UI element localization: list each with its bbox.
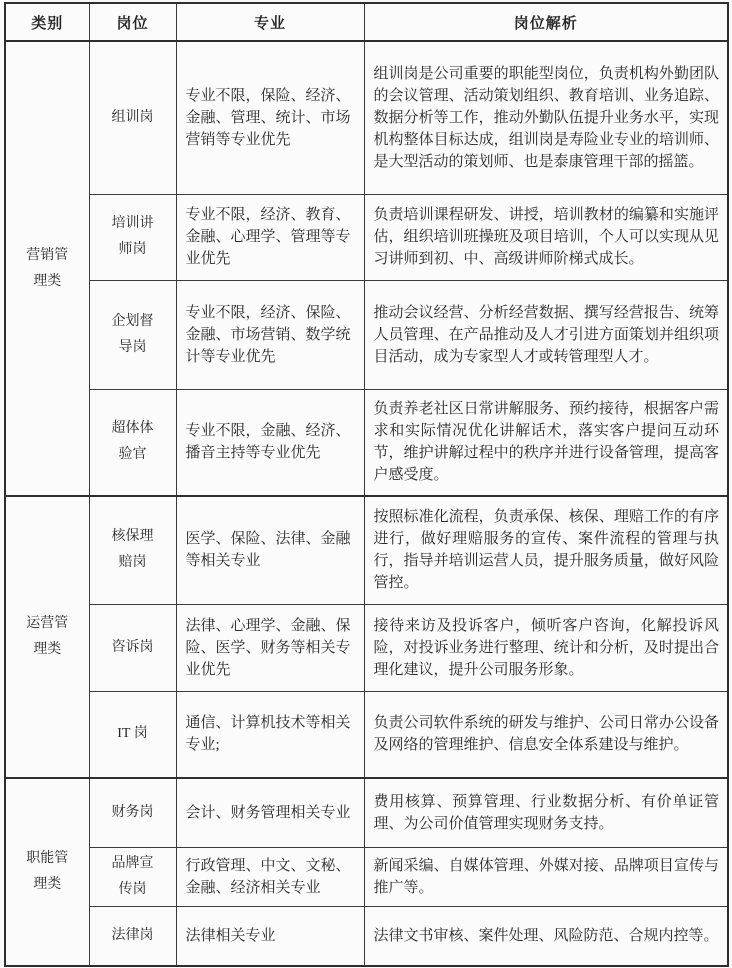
category-cell-marketing	[5, 41, 89, 496]
major-cell: 专业不限，保险、经济、金融、管理、统计、市场营销等专业优先	[176, 41, 364, 194]
position-cell	[89, 280, 176, 389]
position-cell	[89, 906, 176, 966]
table-row	[5, 41, 728, 194]
position-label: 法律岗	[111, 927, 154, 943]
category-label: 营销管理类	[26, 247, 69, 289]
analysis-cell: 接待来访及投诉客户，倾听客户咨询，化解投诉风险，对投诉业务进行整理、统计和分析，及时提出合理化建议，提升公司服务形象。	[364, 604, 728, 691]
header-row	[5, 3, 728, 41]
table-row	[5, 691, 728, 778]
category-cell-functional	[5, 778, 89, 966]
analysis-cell: 费用核算、预算管理、行业数据分析、有价单证管理、为公司价值管理实现财务支持。	[364, 778, 728, 847]
position-cell	[89, 778, 176, 847]
major-cell: 医学、保险、法律、金融等相关专业	[176, 496, 364, 604]
position-label: 培训讲师岗	[111, 216, 154, 257]
position-cell	[89, 194, 176, 280]
analysis-cell: 负责公司软件系统的研发与维护、公司日常办公设备及网络的管理维护、信息安全体系建设与维护。	[364, 691, 728, 778]
position-label: 超体体验官	[111, 421, 154, 463]
category-cell-operations	[5, 496, 89, 778]
position-cell	[89, 691, 176, 778]
col-header-category: 类别	[5, 3, 89, 41]
position-cell	[89, 41, 176, 194]
major-cell: 法律相关专业	[176, 906, 364, 966]
position-cell	[89, 389, 176, 496]
table-row	[5, 496, 728, 604]
table-row	[5, 778, 728, 847]
job-positions-table	[4, 2, 729, 967]
position-label: 组训岗	[111, 109, 154, 125]
position-label: IT 岗	[117, 726, 148, 742]
analysis-cell: 负责养老社区日常讲解服务、预约接待，根据客户需求和实际情况优化讲解话术，落实客户提问互动环节，维护讲解过程中的秩序并进行设备管理，提高客户感受度。	[364, 389, 728, 496]
position-cell	[89, 496, 176, 604]
table-row	[5, 847, 728, 906]
col-header-analysis: 岗位解析	[364, 3, 728, 41]
col-header-major: 专业	[176, 3, 364, 41]
document-page	[4, 2, 729, 967]
position-label: 品牌宣传岗	[111, 855, 154, 897]
major-cell: 行政管理、中文、文秘、金融、经济相关专业	[176, 847, 364, 906]
category-label: 职能管理类	[26, 851, 69, 892]
major-cell: 法律、心理学、金融、保险、医学、财务等相关专业优先	[176, 604, 364, 691]
position-cell	[89, 847, 176, 906]
category-label: 运营管理类	[26, 616, 69, 657]
major-cell: 专业不限，金融、经济、播音主持等专业优先	[176, 389, 364, 496]
analysis-cell: 法律文书审核、案件处理、风险防范、合规内控等。	[364, 906, 728, 966]
analysis-cell: 负责培训课程研发、讲授，培训教材的编纂和实施评估，组织培训班操班及项目培训，个人可以实现从见习讲师到初、中、高级讲师阶梯式成长。	[364, 194, 728, 280]
analysis-cell: 推动会议经营、分析经营数据、撰写经营报告、统筹人员管理、在产品推动及人才引进方面策划并组织项目活动，成为专家型人才或转管理型人才。	[364, 280, 728, 389]
position-label: 咨诉岗	[111, 639, 154, 655]
table-row	[5, 389, 728, 496]
major-cell: 会计、财务管理相关专业	[176, 778, 364, 847]
table-row	[5, 194, 728, 280]
analysis-cell: 组训岗是公司重要的职能型岗位，负责机构外勤团队的会议管理、活动策划组织、教育培训、业务追踪、数据分析等工作，推动外勤队伍提升业务水平，实现机构整体目标达成，组训岗是寿险业专业的培训师、是大型活动的策划师、也是泰康管理干部的摇篮。	[364, 41, 728, 194]
col-header-position: 岗位	[89, 3, 176, 41]
major-cell: 专业不限，经济、保险、金融、市场营销、数学统计等专业优先	[176, 280, 364, 389]
position-label: 核保理赔岗	[111, 529, 154, 571]
major-cell: 专业不限，经济、教育、金融、心理学、管理等专业优先	[176, 194, 364, 280]
position-label: 财务岗	[111, 804, 154, 820]
table-row	[5, 906, 728, 966]
analysis-cell: 新闻采编、自媒体管理、外媒对接、品牌项目宣传与推广等。	[364, 847, 728, 906]
table-row	[5, 604, 728, 691]
position-cell	[89, 604, 176, 691]
major-cell: 通信、计算机技术等相关专业;	[176, 691, 364, 778]
analysis-cell: 按照标准化流程，负责承保、核保、理赔工作的有序进行，做好理赔服务的宣传、案件流程的管理与执行，指导并培训运营人员，提升服务质量，做好风险管控。	[364, 496, 728, 604]
table-row	[5, 280, 728, 389]
position-label: 企划督导岗	[111, 313, 154, 355]
